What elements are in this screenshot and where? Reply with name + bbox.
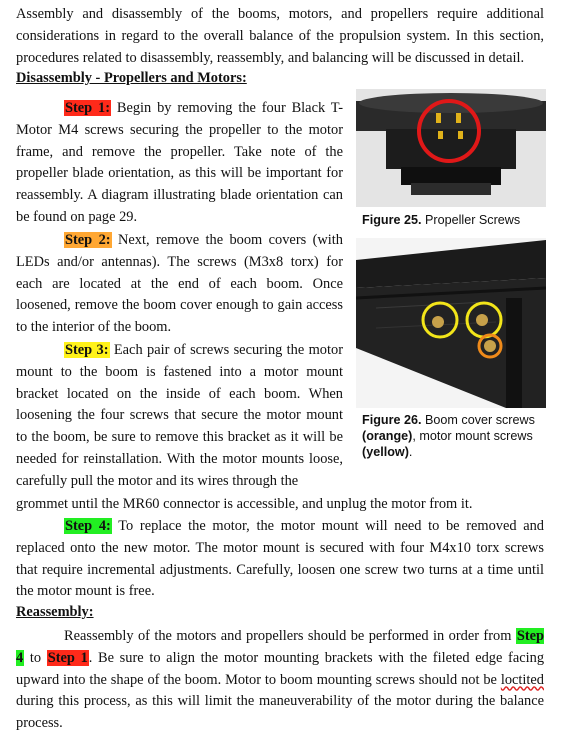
step-4-label: Step 4: xyxy=(65,518,111,534)
figure-26-image xyxy=(356,238,546,408)
boom-cover-screws-photo xyxy=(356,238,546,408)
reassembly-text-a: Reassembly of the motors and propellers should be performed in order from xyxy=(64,628,516,644)
reassembly-paragraph xyxy=(16,626,544,735)
reassembly-text-c: . Be sure to align the motor mounting brackets with the fileted edge facing upward into the shape of the boom. Motor to boom mounting screws should not be xyxy=(16,649,545,688)
step-4-paragraph xyxy=(16,516,544,603)
figure-26-title-b: , motor mount screws xyxy=(412,429,533,443)
step-3-text-a: Each pair of screws securing the motor mount to the boom is fastened into a motor mount bracket located on the inside of each boom. When loosening the four screws that secure the motor mount to the boom, be sure to remove this bracket as it will be needed for reinstallation. With the motor mounts loose, carefully pull the motor and its wires through the xyxy=(16,342,343,489)
propeller-screws-photo xyxy=(356,89,546,207)
reassembly-text-b: to xyxy=(24,649,47,666)
intro-paragraph: Assembly and disassembly of the booms, motors, and propellers require additional considerations in regard to the overall balance of the propulsion system. In this section, procedures related to disassembly, reassembly, and balancing will be discussed in detail. xyxy=(16,6,544,66)
figure-25-title: Propeller Screws xyxy=(421,213,521,227)
figure-25-caption xyxy=(362,212,520,228)
step-2-text: Next, remove the boom covers (with LEDs and/or antennas). The screws (M3x8 torx) for each are located at the end of each boom. Once loosened, remove the boom cover enough to gain access to the interior of the boom. xyxy=(16,232,343,336)
step-4-text: To replace the motor, the motor mount will need to be removed and replaced onto the new motor. The motor mount is secured with four M4x10 torx screws that require incremental adjustments. Carefully, loosen one screw two turns at a time until the motor mount is free. xyxy=(16,518,545,600)
figure-26-number: Figure 26. xyxy=(362,413,422,427)
step-3-label: Step 3: xyxy=(65,342,109,358)
loctited-word: loctited xyxy=(500,671,544,688)
figure-26-orange-label: (orange) xyxy=(362,429,413,443)
figure-26-title-c: . xyxy=(408,445,413,459)
step-1-label: Step 1: xyxy=(65,100,111,116)
step-3-continuation: grommet until the MR60 connector is accessible, and unplug the motor from it. xyxy=(16,496,473,512)
step-3-paragraph xyxy=(16,340,343,493)
reassembly-step-4: Step 4 xyxy=(16,628,544,666)
figure-25-number: Figure 25. xyxy=(362,213,422,227)
reassembly-step-1: Step 1 xyxy=(47,649,88,666)
step-1-paragraph xyxy=(16,98,343,229)
figure-26-caption xyxy=(362,412,542,460)
reassembly-text-d: during this process, as this will limit the maneuverability of the motor during the balance process. xyxy=(16,693,544,732)
step-2-label: Step 2: xyxy=(65,232,111,248)
step-2-paragraph xyxy=(16,230,343,339)
reassembly-heading: Reassembly: xyxy=(16,604,94,620)
disassembly-heading: Disassembly - Propellers and Motors: xyxy=(16,70,247,86)
figure-25-image xyxy=(356,89,546,207)
step-1-text: Begin by removing the four Black T-Motor M4 screws securing the propeller to the motor frame, and remove the propeller. Take note of the propeller blade orientation, as this will be important for reassembly. A diagram illustrating blade orientation can be found on page 29. xyxy=(16,100,343,225)
figure-26-title-a: Boom cover screws xyxy=(421,413,535,427)
figure-26-yellow-label: (yellow) xyxy=(362,445,409,459)
